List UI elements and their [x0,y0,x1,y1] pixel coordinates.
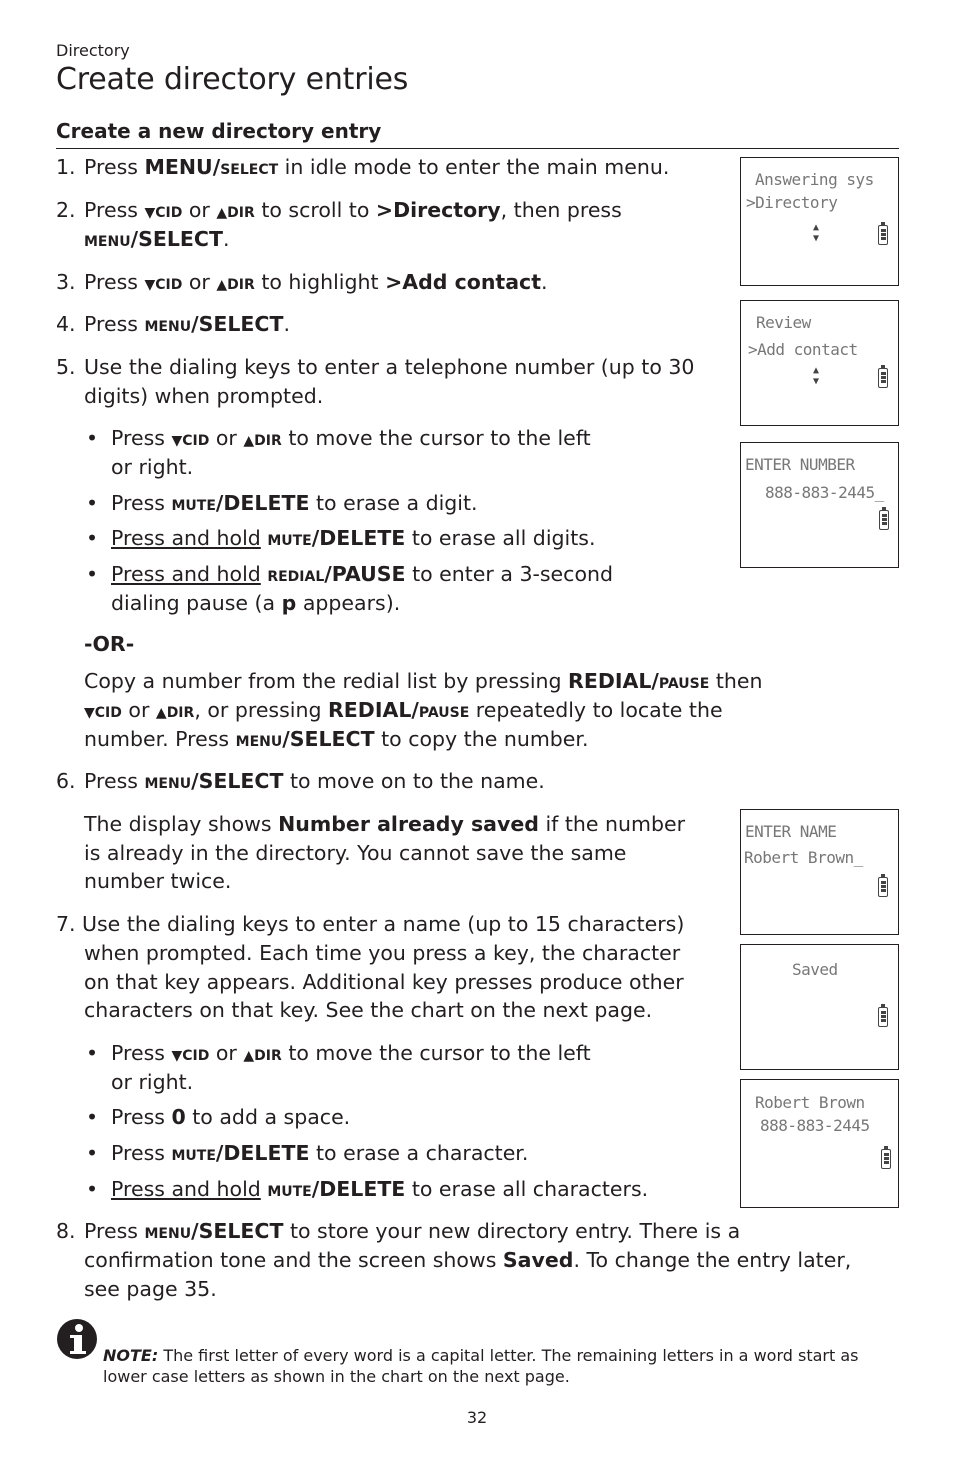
down-arrow-icon: ▼ [144,277,156,293]
step-number: 7. [56,912,76,936]
bullet-text: Press 0 to add a space. [111,1105,351,1129]
down-arrow-icon: ▼ [84,705,95,721]
scroll-arrows-icon: ▲ ▼ [813,222,820,244]
screen-line-2: >Directory [746,193,838,212]
up-arrow-icon: ▲ [216,205,228,221]
step-text: Press ▼cid or ▲dir to highlight >Add contact. [84,270,548,294]
screen-directory-menu [740,157,899,286]
step-paragraph-line3: number twice. [84,869,232,893]
step-text-line2: menu/SELECT. [84,227,230,251]
note-text: NOTE: The first letter of every word is a capital letter. The remaining letters in a word start as lower case letters as shown in the chart on the next page. [103,1346,859,1386]
screen-entry-details [740,1079,899,1208]
down-arrow-icon: ▼ [171,433,183,449]
step-text-line3: see page 35. [84,1277,217,1301]
screen-line-2: 888-883-2445 [760,1116,870,1135]
step-text: Press MENU/select in idle mode to enter the main menu. [84,155,670,179]
copy-text-line2: ▼cid or ▲dir, or pressing REDIAL/pause repeatedly to locate the [84,698,723,722]
screen-line-2: Robert Brown_ [744,848,863,867]
battery-icon [878,225,888,245]
screen-line-1: Saved [792,960,838,979]
bullet: • [86,1105,99,1129]
bullet: • [86,426,99,450]
or-separator: -OR- [84,632,135,656]
screen-enter-name [740,809,899,935]
screen-line-2: >Add contact [748,340,858,359]
bullet: • [86,526,99,550]
step-number: 5. [56,355,76,379]
step-paragraph: The display shows Number already saved if the number [84,812,686,836]
screen-enter-number [740,442,899,568]
bullet: • [86,562,99,586]
step-number: 3. [56,270,76,294]
bullet-text-line2: or right. [111,455,194,479]
screen-line-1: Answering sys [755,170,874,189]
bullet: • [86,1177,99,1201]
step-text-line2: digits) when prompted. [84,384,324,408]
step-paragraph-line2: is already in the directory. You cannot save the same [84,841,627,865]
step-text: Press menu/SELECT to store your new directory entry. There is a [84,1219,741,1243]
screen-line-1: ENTER NUMBER [745,455,855,474]
bullet-text: Press mute/DELETE to erase a digit. [111,491,478,515]
bullet-text-line2: or right. [111,1070,194,1094]
step-text: Press menu/SELECT. [84,312,290,336]
bullet: • [86,1141,99,1165]
battery-icon [879,510,889,530]
subheading: Create a new directory entry [56,119,382,143]
bullet-text: Press and hold mute/DELETE to erase all characters. [111,1177,649,1201]
step-number: 2. [56,198,76,222]
scroll-arrows-icon: ▲ ▼ [813,365,820,387]
step-text-line2: confirmation tone and the screen shows Saved. To change the entry later, [84,1248,852,1272]
screen-line-1: ENTER NAME [745,822,837,841]
down-arrow-icon: ▼ [144,205,156,221]
battery-icon [878,877,888,897]
step-text-line2: when prompted. Each time you press a key, the character [84,941,681,965]
up-arrow-icon: ▲ [155,705,167,721]
screen-line-1: Review [756,313,811,332]
bullet-text-line2: dialing pause (a p appears). [111,591,401,615]
copy-text: Copy a number from the redial list by pressing REDIAL/pause then [84,669,763,693]
step-text-line3: on that key appears. Additional key presses produce other [84,970,684,994]
step-text-line4: characters on that key. See the chart on the next page. [84,998,653,1022]
up-arrow-icon: ▲ [216,277,228,293]
screen-add-contact [740,300,899,426]
divider [56,148,899,149]
step-number: 8. [56,1219,76,1243]
info-icon [56,1318,98,1360]
bullet: • [86,491,99,515]
section-label: Directory [56,41,130,60]
screen-line-1: Robert Brown [755,1093,865,1112]
step-text: Use the dialing keys to enter a telephone number (up to 30 [84,355,695,379]
step-number: 6. [56,769,76,793]
bullet-text: Press ▼cid or ▲dir to move the cursor to the left [111,426,591,450]
battery-icon [878,1007,888,1027]
step-text: Use the dialing keys to enter a name (up to 15 characters) [82,912,685,936]
battery-icon [881,1149,891,1169]
step-number: 1. [56,155,76,179]
bullet-text: Press and hold redial/PAUSE to enter a 3-second [111,562,613,586]
page-number: 32 [466,1408,488,1427]
bullet-text: Press and hold mute/DELETE to erase all digits. [111,526,596,550]
page-title: Create directory entries [56,62,409,97]
bullet: • [86,1041,99,1065]
up-arrow-icon: ▲ [243,1048,255,1064]
down-arrow-icon: ▼ [171,1048,183,1064]
screen-saved [740,944,899,1070]
step-number: 4. [56,312,76,336]
bullet-text: Press ▼cid or ▲dir to move the cursor to the left [111,1041,591,1065]
bullet-text: Press mute/DELETE to erase a character. [111,1141,529,1165]
step-text: Press ▼cid or ▲dir to scroll to >Directory, then press [84,198,622,222]
up-arrow-icon: ▲ [243,433,255,449]
battery-icon [878,368,888,388]
step-text: Press menu/SELECT to move on to the name. [84,769,545,793]
copy-text-line3: number. Press menu/SELECT to copy the number. [84,727,589,751]
screen-line-2: 888-883-2445_ [765,483,884,502]
